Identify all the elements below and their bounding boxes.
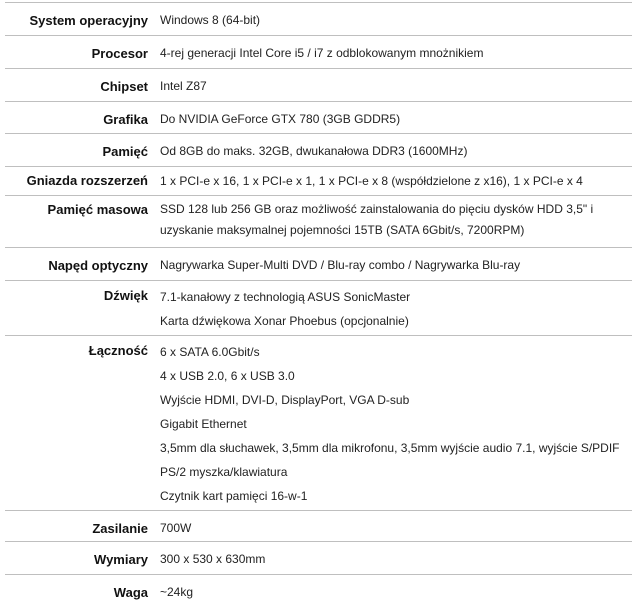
spec-value <box>148 102 632 133</box>
spec-value <box>148 511 632 541</box>
spec-value <box>148 575 632 608</box>
spec-row-os <box>5 2 632 36</box>
spec-label: System operacyjny <box>29 13 148 28</box>
spec-row-processor <box>5 36 632 69</box>
spec-row-audio <box>5 281 632 336</box>
spec-value-line: PS/2 myszka/klawiatura <box>160 465 288 479</box>
spec-table <box>5 2 632 608</box>
spec-value <box>148 69 632 101</box>
spec-value <box>148 134 632 166</box>
spec-row-chipset <box>5 69 632 102</box>
spec-value-line: 1 x PCI-e x 16, 1 x PCI-e x 1, 1 x PCI-e x 8 (współdzielone z x16), 1 x PCI-e x 4 <box>160 174 583 188</box>
spec-label: Pamięć <box>102 144 148 159</box>
spec-value-line: ~24kg <box>160 585 194 599</box>
spec-value-line: 4 x USB 2.0, 6 x USB 3.0 <box>160 369 295 383</box>
spec-label: Grafika <box>103 112 148 127</box>
spec-label: Wymiary <box>94 552 148 567</box>
spec-value-line: 3,5mm dla słuchawek, 3,5mm dla mikrofonu, 3,5mm wyjście audio 7.1, wyjście S/PDIF <box>160 441 620 455</box>
spec-value <box>148 167 632 195</box>
spec-value <box>148 196 632 247</box>
spec-label: Waga <box>113 585 148 600</box>
spec-row-connectivity <box>5 336 632 511</box>
spec-row-graphics <box>5 102 632 134</box>
spec-label: Zasilanie <box>92 521 148 536</box>
spec-label: Napęd optyczny <box>48 258 148 273</box>
spec-value-line: 700W <box>160 521 192 535</box>
spec-value-line: 7.1-kanałowy z technologią ASUS SonicMaster <box>160 290 411 304</box>
spec-label: Gniazda rozszerzeń <box>26 173 148 188</box>
spec-value-line: Nagrywarka Super-Multi DVD / Blu-ray combo / Nagrywarka Blu-ray <box>160 258 521 272</box>
spec-row-power <box>5 511 632 542</box>
spec-row-expansion-slots <box>5 167 632 196</box>
spec-value <box>148 281 632 335</box>
spec-value-line: 6 x SATA 6.0Gbit/s <box>160 345 260 359</box>
spec-value-line: Karta dźwiękowa Xonar Phoebus (opcjonalnie) <box>160 314 409 328</box>
spec-row-dimensions <box>5 542 632 575</box>
spec-value-line: Do NVIDIA GeForce GTX 780 (3GB GDDR5) <box>160 112 401 126</box>
spec-value-line: Wyjście HDMI, DVI-D, DisplayPort, VGA D-sub <box>160 393 410 407</box>
spec-value-line: SSD 128 lub 256 GB oraz możliwość zainstalowania do pięciu dysków HDD 3,5" i uzyskanie maksymalnej pojemności 15TB (SATA 6Gbit/s, 7200RPM) <box>160 202 594 237</box>
spec-value-line: Od 8GB do maks. 32GB, dwukanałowa DDR3 (1600MHz) <box>160 144 468 158</box>
spec-label: Procesor <box>91 46 148 61</box>
spec-row-optical-drive <box>5 248 632 281</box>
spec-value-line: Gigabit Ethernet <box>160 417 247 431</box>
spec-value <box>148 336 632 510</box>
spec-row-memory <box>5 134 632 167</box>
spec-label: Łączność <box>88 343 148 358</box>
spec-value <box>148 3 632 35</box>
spec-label: Chipset <box>100 79 148 94</box>
spec-label: Dźwięk <box>103 288 148 303</box>
spec-row-weight <box>5 575 632 608</box>
spec-value-line: Windows 8 (64-bit) <box>160 13 261 27</box>
spec-value <box>148 542 632 574</box>
spec-value-line: Intel Z87 <box>160 79 207 93</box>
spec-value-line: Czytnik kart pamięci 16-w-1 <box>160 489 308 503</box>
spec-label: Pamięć masowa <box>47 202 148 217</box>
spec-value-line: 300 x 530 x 630mm <box>160 552 266 566</box>
spec-value-line: 4-rej generacji Intel Core i5 / i7 z odblokowanym mnożnikiem <box>160 46 484 60</box>
spec-value <box>148 36 632 68</box>
spec-row-storage <box>5 196 632 248</box>
spec-value <box>148 248 632 280</box>
